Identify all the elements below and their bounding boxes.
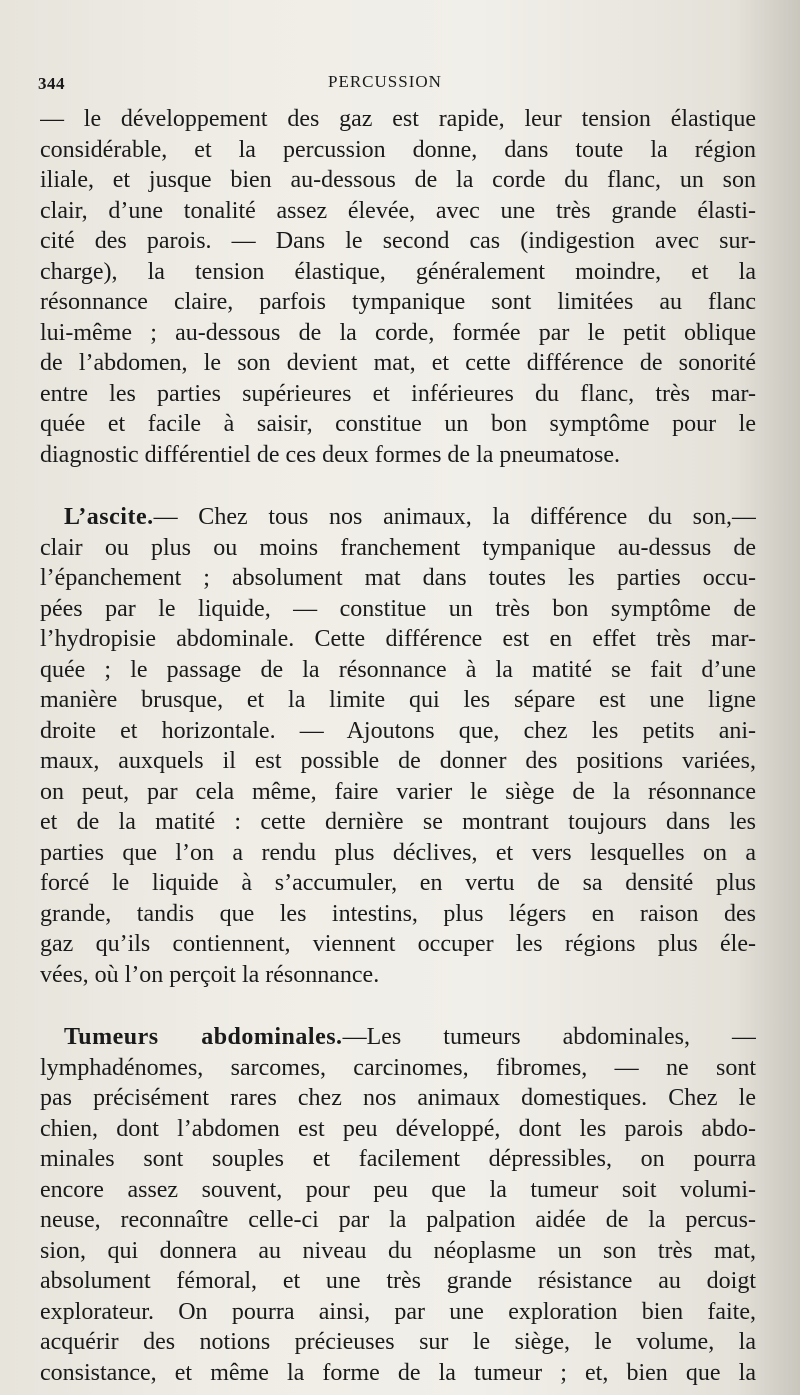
text-line: quée et facile à saisir, constitue un bon symptôme pour le — [40, 411, 756, 437]
text-line: on peut, par cela même, faire varier le siège de la résonnance — [40, 778, 756, 805]
text-line: résonnance claire, parfois tympanique sont limitées au flanc — [40, 289, 756, 315]
text-line — [40, 1022, 756, 1053]
text-line: pées par le liquide, — constitue un très bon symptôme de — [40, 595, 756, 622]
section-heading-tumors: Tumeurs abdominales. — [64, 1024, 343, 1050]
text-line: acquérir des notions précieuses sur le siège, le volume, la — [40, 1329, 756, 1355]
text-line: clair ou plus ou moins franchement tympanique au-dessus de — [40, 534, 756, 561]
text-line: pas précisément rares chez nos animaux domestiques. Chez le — [40, 1085, 756, 1111]
text-line: explorateur. On pourra ainsi, par une exploration bien faite, — [40, 1298, 756, 1325]
running-head — [38, 70, 758, 98]
text-line: — le développement des gaz est rapide, leur tension élastique — [40, 106, 756, 132]
text-line — [40, 502, 756, 533]
text-line: sion, qui donnera au niveau du néoplasme un son très mat, — [40, 1237, 756, 1264]
page-number: 344 — [38, 74, 65, 93]
text-line: l’hydropisie abdominale. Cette différence est en effet très mar- — [40, 626, 756, 652]
text-line: clair, d’une tonalité assez élevée, avec une très grande élasti- — [40, 197, 756, 224]
text-line: l’épanchement ; absolument mat dans toutes les parties occu- — [40, 565, 756, 591]
text-line: iliale, et jusque bien au-dessous de la corde du flanc, un son — [40, 167, 756, 193]
text-line-rest: —Les tumeurs abdominales, — — [342, 1024, 756, 1050]
paragraph-spacer — [40, 990, 756, 1022]
paragraph-spacer — [40, 470, 756, 502]
text-line: absolument fémoral, et une très grande résistance au doigt — [40, 1268, 756, 1294]
text-line: minales sont souples et facilement dépressibles, on pourra — [40, 1146, 756, 1172]
text-line: quée ; le passage de la résonnance à la matité se fait d’une — [40, 656, 756, 683]
text-line: droite et horizontale. — Ajoutons que, chez les petits ani- — [40, 717, 756, 744]
text-line: forcé le liquide à s’accumuler, en vertu de sa densité plus — [40, 870, 756, 896]
text-line: grande, tandis que les intestins, plus légers en raison des — [40, 900, 756, 927]
text-line: vées, où l’on perçoit la résonnance. — [40, 961, 380, 988]
paragraph-abdominal-tumors — [40, 1022, 756, 1388]
paragraph-ascites — [40, 502, 756, 990]
text-line: cité des parois. — Dans le second cas (indigestion avec sur- — [40, 228, 756, 254]
running-title: PERCUSSION — [328, 72, 442, 91]
text-line: chien, dont l’abdomen est peu développé, dont les parois abdo- — [40, 1115, 756, 1142]
text-line: lui-même ; au-dessous de la corde, formée par le petit oblique — [40, 319, 756, 346]
text-line: consistance, et même la forme de la tumeur ; et, bien que la — [40, 1359, 756, 1386]
text-line: neuse, reconnaître celle-ci par la palpation aidée de la percus- — [40, 1207, 756, 1233]
text-line: encore assez souvent, pour peu que la tumeur soit volumi- — [40, 1176, 756, 1203]
text-line-rest: — Chez tous nos animaux, la différence du son,— — [153, 504, 756, 530]
text-line: maux, auxquels il est possible de donner des positions variées, — [40, 748, 756, 774]
text-line: considérable, et la percussion donne, dans toute la région — [40, 136, 756, 163]
text-line: de l’abdomen, le son devient mat, et cette différence de sonorité — [40, 350, 756, 376]
body-text — [40, 104, 756, 1388]
text-line: diagnostic différentiel de ces deux formes de la pneumatose. — [40, 441, 621, 468]
text-line: charge), la tension élastique, généralement moindre, et la — [40, 258, 756, 285]
text-line: gaz qu’ils contiennent, viennent occuper les régions plus éle- — [40, 931, 756, 957]
text-line: manière brusque, et la limite qui les sépare est une ligne — [40, 687, 756, 713]
text-line: parties que l’on a rendu plus déclives, et vers lesquelles on a — [40, 839, 756, 866]
section-heading-ascites: L’ascite. — [64, 504, 154, 530]
text-line: et de la matité : cette dernière se montrant toujours dans les — [40, 809, 756, 835]
paragraph-gas-tension — [40, 104, 756, 470]
text-line: lymphadénomes, sarcomes, carcinomes, fibromes, — ne sont — [40, 1054, 756, 1081]
text-line: entre les parties supérieures et inférieures du flanc, très mar- — [40, 380, 756, 407]
